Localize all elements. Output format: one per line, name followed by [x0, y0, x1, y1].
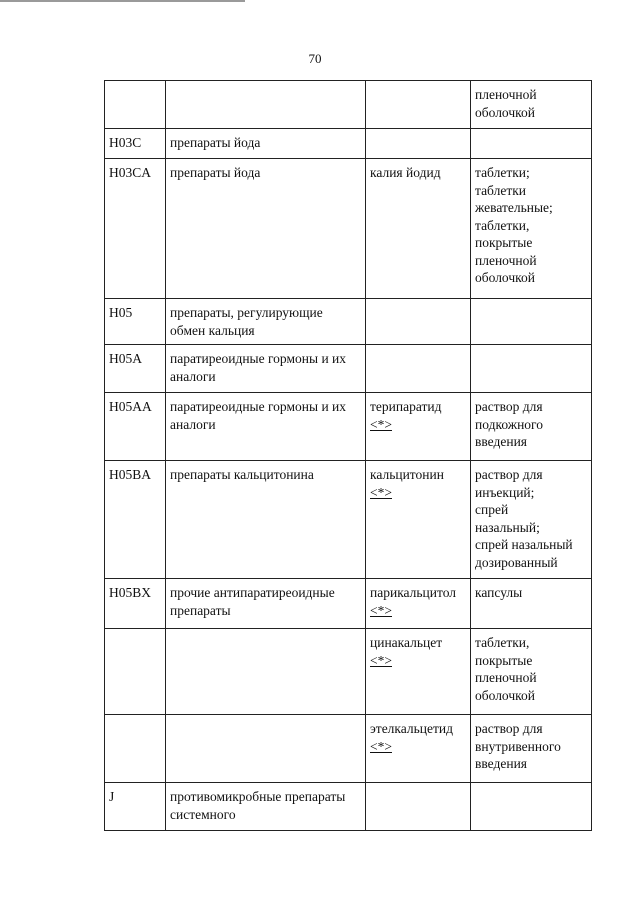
- dosage-form-cell: [471, 629, 592, 715]
- atc-code-cell: H03C: [105, 129, 166, 159]
- atc-code-cell: H05AA: [105, 393, 166, 461]
- dosage-form-cell: [471, 345, 592, 393]
- dosage-form-line: внутривенного: [475, 738, 561, 754]
- dosage-form-line: жевательные;: [475, 200, 553, 215]
- table-row: [105, 129, 592, 159]
- drug-name: калия йодид: [370, 165, 441, 180]
- group-name-cell: паратиреоидные гормоны и их аналоги: [166, 393, 366, 461]
- drug-footnote-mark: <*>: [370, 602, 392, 618]
- atc-code-cell: [105, 81, 166, 129]
- group-name-cell: противомикробные препараты системного: [166, 783, 366, 831]
- table-row: [105, 159, 592, 299]
- dosage-form-cell: [471, 783, 592, 831]
- group-name-cell: [166, 629, 366, 715]
- drug-name-cell: [366, 715, 471, 783]
- dosage-form-line: раствор для: [475, 467, 543, 482]
- dosage-form-line: спрей: [475, 502, 509, 517]
- atc-code-cell: H05BA: [105, 461, 166, 579]
- dosage-form-line: пленочной: [475, 87, 537, 102]
- dosage-form-line: раствор для: [475, 721, 543, 736]
- table-row: [105, 579, 592, 629]
- group-name-cell: препараты йода: [166, 159, 366, 299]
- group-name-cell: [166, 715, 366, 783]
- dosage-form-line: дозированный: [475, 554, 558, 570]
- drug-name-cell: [366, 345, 471, 393]
- drug-name: терипаратид: [370, 399, 442, 414]
- dosage-form-line: таблетки: [475, 182, 527, 198]
- dosage-form-line: капсулы: [475, 585, 523, 600]
- atc-code-cell: H05BX: [105, 579, 166, 629]
- atc-code-cell: H05: [105, 299, 166, 345]
- table-row: [105, 461, 592, 579]
- drug-footnote-mark: <*>: [370, 484, 392, 500]
- drug-name-cell: [366, 579, 471, 629]
- dosage-form-line: пленочной: [475, 670, 537, 685]
- dosage-form-line: пленочной: [475, 252, 537, 268]
- group-name-cell: препараты кальцитонина: [166, 461, 366, 579]
- dosage-form-cell: [471, 81, 592, 129]
- drug-name-cell: [366, 783, 471, 831]
- dosage-form-line: таблетки,: [475, 635, 530, 650]
- drug-table: [104, 80, 592, 831]
- drug-name-cell: [366, 159, 471, 299]
- drug-name: кальцитонин: [370, 467, 444, 482]
- dosage-form-line: оболочкой: [475, 104, 535, 120]
- group-name-cell: прочие антипаратиреоидные препараты: [166, 579, 366, 629]
- drug-name: этелкальцетид: [370, 721, 453, 736]
- table-row: [105, 629, 592, 715]
- atc-code-cell: [105, 715, 166, 783]
- dosage-form-line: подкожного: [475, 416, 543, 432]
- dosage-form-cell: [471, 393, 592, 461]
- dosage-form-line: таблетки;: [475, 165, 530, 180]
- drug-name-cell: [366, 299, 471, 345]
- drug-name-cell: [366, 461, 471, 579]
- drug-footnote-mark: <*>: [370, 738, 392, 754]
- dosage-form-cell: [471, 579, 592, 629]
- dosage-form-line: назальный;: [475, 519, 540, 535]
- dosage-form-line: покрытые: [475, 235, 533, 250]
- atc-code-cell: H03CA: [105, 159, 166, 299]
- drug-name-cell: [366, 393, 471, 461]
- scan-edge-line: [0, 0, 245, 2]
- dosage-form-line: спрей назальный: [475, 537, 573, 552]
- drug-footnote-mark: <*>: [370, 652, 392, 668]
- drug-name-cell: [366, 129, 471, 159]
- dosage-form-line: раствор для: [475, 399, 543, 414]
- drug-footnote-mark: <*>: [370, 416, 392, 432]
- atc-code-cell: [105, 629, 166, 715]
- table-row: [105, 299, 592, 345]
- dosage-form-line: таблетки,: [475, 217, 530, 233]
- table-row: [105, 393, 592, 461]
- dosage-form-line: оболочкой: [475, 687, 535, 703]
- dosage-form-cell: [471, 159, 592, 299]
- dosage-form-cell: [471, 129, 592, 159]
- table-row: [105, 715, 592, 783]
- group-name-cell: паратиреоидные гормоны и их аналоги: [166, 345, 366, 393]
- drug-name: цинакальцет: [370, 635, 443, 650]
- group-name-cell: препараты йода: [166, 129, 366, 159]
- drug-name: парикальцитол: [370, 585, 457, 600]
- dosage-form-line: введения: [475, 434, 528, 449]
- atc-code-cell: J: [105, 783, 166, 831]
- dosage-form-line: инъекций;: [475, 484, 535, 500]
- dosage-form-cell: [471, 715, 592, 783]
- atc-code-cell: H05A: [105, 345, 166, 393]
- dosage-form-cell: [471, 299, 592, 345]
- drug-name-cell: [366, 629, 471, 715]
- table-row: [105, 81, 592, 129]
- dosage-form-line: оболочкой: [475, 270, 535, 285]
- drug-name-cell: [366, 81, 471, 129]
- dosage-form-line: покрытые: [475, 652, 533, 668]
- dosage-form-line: введения: [475, 756, 528, 771]
- group-name-cell: [166, 81, 366, 129]
- page-number: 70: [308, 51, 322, 66]
- table-row: [105, 783, 592, 831]
- group-name-cell: препараты, регулирующие обмен кальция: [166, 299, 366, 345]
- dosage-form-cell: [471, 461, 592, 579]
- table-row: [105, 345, 592, 393]
